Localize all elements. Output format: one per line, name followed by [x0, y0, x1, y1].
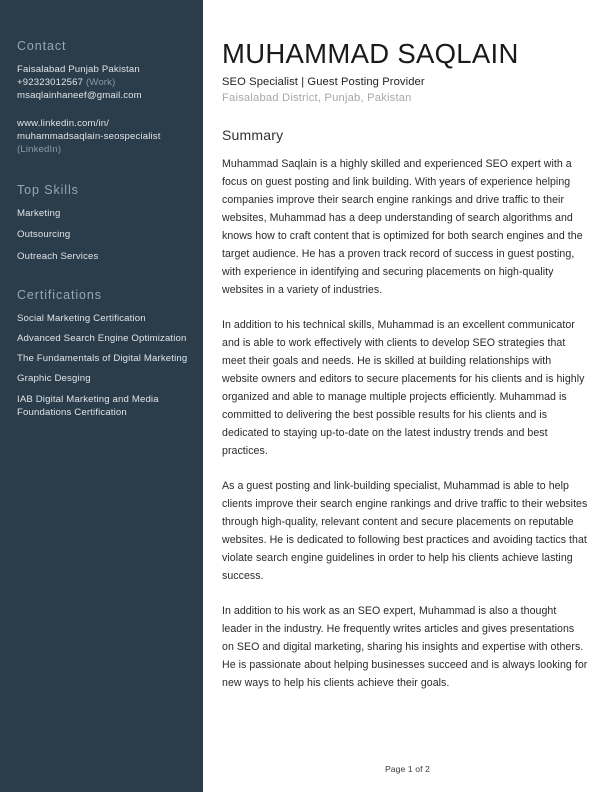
top-skill-item: Outreach Services — [17, 250, 99, 262]
linkedin-url-line-2[interactable]: muhammadsaqlain-seospecialist — [17, 130, 161, 142]
candidate-location: Faisalabad District, Punjab, Pakistan — [222, 92, 412, 104]
linkedin-label: (LinkedIn) — [17, 144, 62, 156]
summary-body — [222, 155, 588, 692]
contact-details-block — [17, 63, 189, 103]
contact-phone-type-label: (Work) — [85, 77, 116, 89]
sidebar-heading-top-skills: Top Skills — [17, 183, 79, 198]
page-number-label: Page 1 of 2 — [384, 764, 431, 774]
candidate-job-title: SEO Specialist | Guest Posting Provider — [222, 76, 425, 88]
summary-paragraph: As a guest posting and link-building specialist, Muhammad is able to help clients improve their search engine rankings and drive traffic to their websites through high-quality, relevant content and secure placements on reputable websites. He is dedicated to following best practices and avoiding tactics that violate search engine guidelines in order to help his clients achieve lasting success. — [222, 480, 588, 582]
sidebar — [0, 0, 203, 792]
contact-phone-number: +92323012567 — [17, 77, 84, 89]
sidebar-section-contact — [17, 38, 189, 156]
summary-paragraph: In addition to his technical skills, Muhammad is an excellent communicator and is able to work effectively with clients to develop SEO strategies that meet their goals and needs. He is skilled at building relationships with website owners and editors to secure placements for his clients and is highly organized and able to manage multiple projects efficiently. Muhammad is committed to delivering the best possible results for his clients and is dedicated to staying up-to-date on the latest industry trends and best practices. — [222, 319, 585, 457]
certifications-list — [17, 312, 189, 419]
linkedin-url-line-1[interactable]: www.linkedin.com/in/ — [17, 117, 110, 129]
certification-item: The Fundamentals of Digital Marketing — [17, 353, 188, 365]
main-content — [222, 0, 588, 792]
sidebar-heading-certifications: Certifications — [17, 287, 102, 302]
contact-address: Faisalabad Punjab Pakistan — [17, 64, 140, 75]
certification-item: Social Marketing Certification — [17, 312, 146, 324]
certification-item: Graphic Desging — [17, 373, 91, 385]
summary-paragraph: Muhammad Saqlain is a highly skilled and experienced SEO expert with a focus on guest posting and link building. With years of experience helping companies improve their search engine rankings and drive traffic to their websites, Muhammad has a deep understanding of search algorithms and knows how to craft content that is optimized for both search engines and the target audience. He has a proven track record of success in guest posting, with experience in identifying and securing placements on high-quality websites in a variety of industries. — [222, 158, 583, 296]
certification-item: IAB Digital Marketing and Media Foundations Certification — [17, 393, 159, 418]
top-skills-list — [17, 207, 189, 263]
summary-paragraph: In addition to his work as an SEO expert, Muhammad is also a thought leader in the industry. He frequently writes articles and gives presentations on SEO and digital marketing, sharing his insights and expertise with others. He is passionate about helping businesses succeed and is always looking for new ways to help his clients achieve their goals. — [222, 605, 588, 689]
contact-email[interactable]: msaqlainhaneef@gmail.com — [17, 90, 142, 102]
contact-linkedin-block — [17, 117, 189, 157]
page-footer — [203, 764, 612, 774]
contact-phone-row — [17, 76, 189, 89]
top-skill-item: Marketing — [17, 208, 61, 220]
sidebar-heading-contact: Contact — [17, 39, 67, 53]
sidebar-section-certifications — [17, 287, 189, 419]
section-heading-summary: Summary — [222, 127, 284, 143]
top-skill-item: Outsourcing — [17, 229, 71, 241]
sidebar-section-top-skills — [17, 182, 189, 263]
candidate-name: MUHAMMAD SAQLAIN — [222, 38, 519, 69]
certification-item: Advanced Search Engine Optimization — [17, 333, 187, 345]
